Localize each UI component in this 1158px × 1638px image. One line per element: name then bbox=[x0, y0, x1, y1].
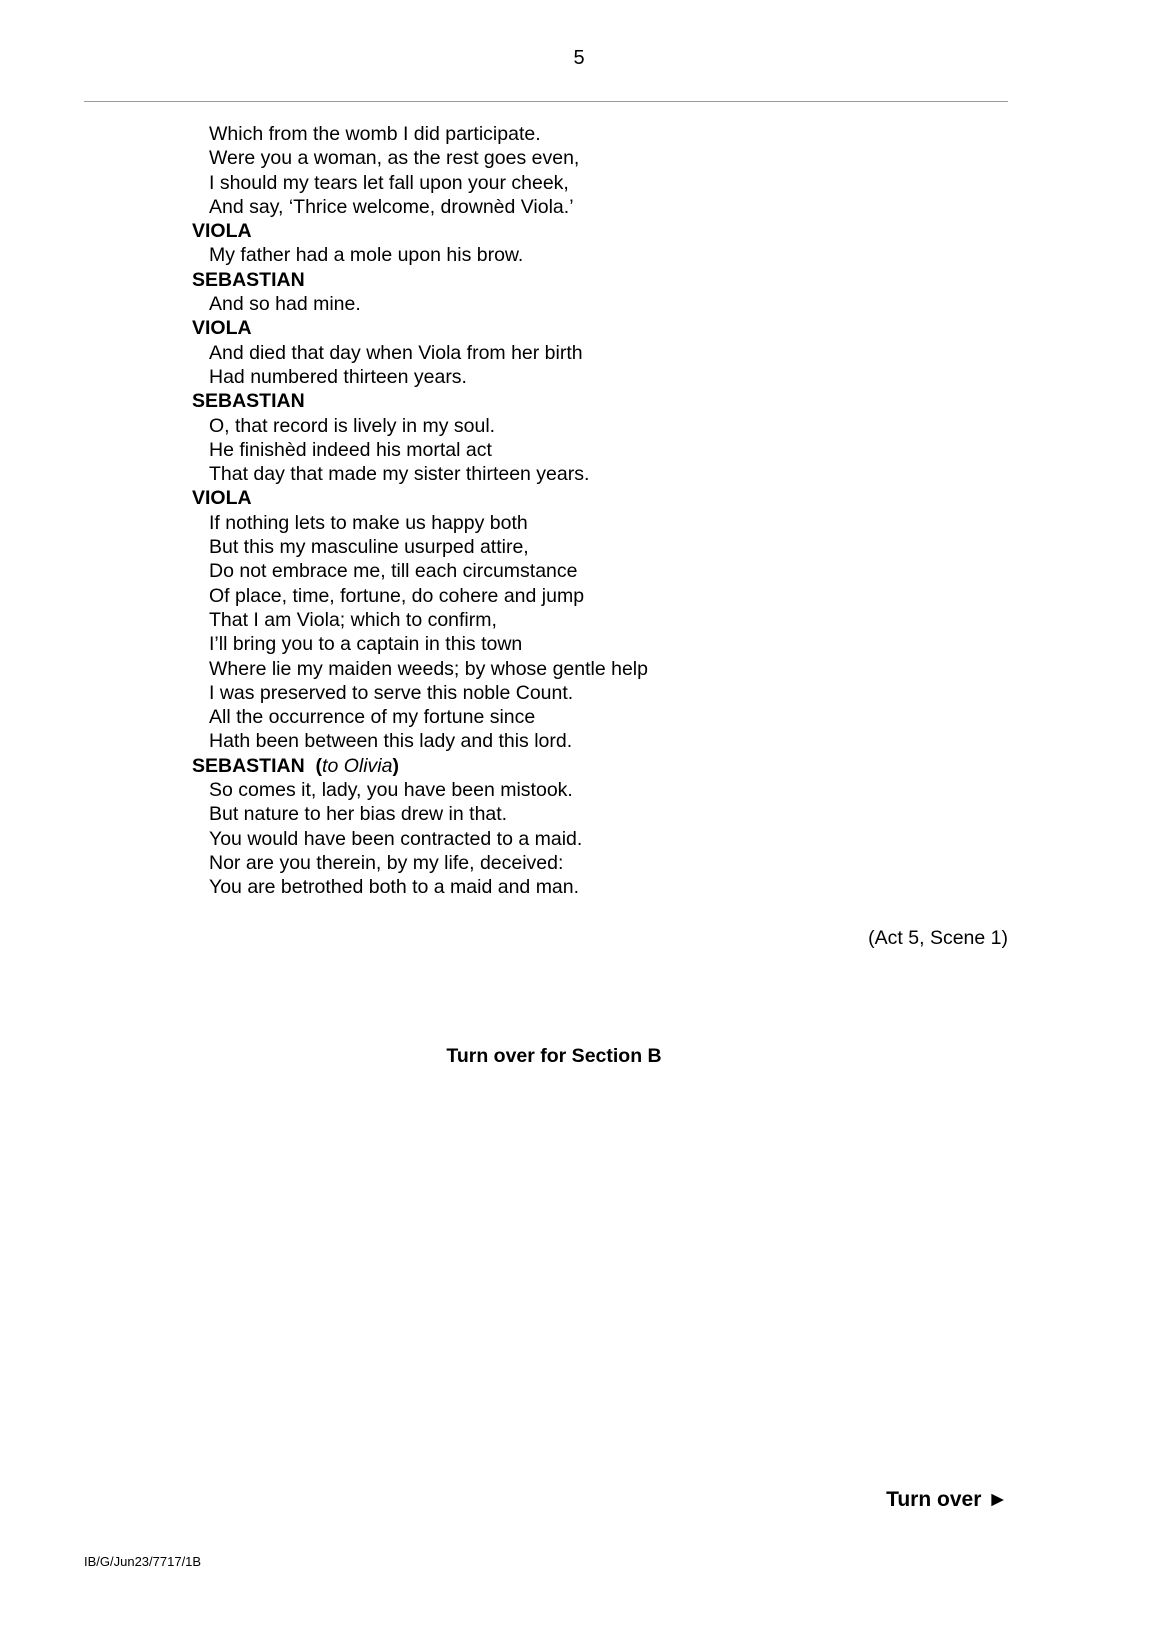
stage-direction-text: to Olivia bbox=[322, 754, 393, 777]
verse-line: My father had a mole upon his brow. bbox=[209, 244, 524, 267]
stage-direction: (to Olivia) bbox=[304, 754, 399, 777]
verse-line: You are betrothed both to a maid and man. bbox=[209, 876, 580, 899]
speech-block bbox=[84, 389, 1014, 486]
speech-block bbox=[84, 219, 1014, 268]
speaker-name: SEBASTIAN bbox=[192, 390, 305, 413]
verse-line: I was preserved to serve this noble Count. bbox=[209, 681, 574, 704]
speech-block bbox=[84, 122, 1014, 219]
verse-line: Of place, time, fortune, do cohere and jump bbox=[209, 584, 585, 607]
speech-block bbox=[84, 754, 1014, 900]
verse-line: I should my tears let fall upon your cheek, bbox=[209, 171, 569, 194]
verse-line: That I am Viola; which to confirm, bbox=[209, 608, 497, 631]
verse-line: And so had mine. bbox=[209, 293, 361, 316]
verse-line: But nature to her bias drew in that. bbox=[209, 803, 508, 826]
speech-block bbox=[84, 486, 1014, 753]
speech-block bbox=[84, 268, 1014, 317]
act-scene-reference: (Act 5, Scene 1) bbox=[868, 927, 1008, 949]
turn-over-for-section-b: Turn over for Section B bbox=[446, 1045, 662, 1067]
speech-block bbox=[84, 316, 1014, 389]
speaker-name: VIOLA bbox=[192, 317, 252, 340]
verse-line: Which from the womb I did participate. bbox=[209, 123, 541, 145]
verse-line: And died that day when Viola from her birth bbox=[209, 341, 583, 364]
speaker-name-with-stage-direction bbox=[192, 754, 1014, 778]
verse-line: All the occurrence of my fortune since bbox=[209, 706, 536, 729]
verse-line: Had numbered thirteen years. bbox=[209, 365, 467, 388]
verse-line: He finishèd indeed his mortal act bbox=[209, 438, 492, 461]
speaker-name: VIOLA bbox=[192, 220, 252, 243]
verse-line: Nor are you therein, by my life, deceived: bbox=[209, 851, 564, 874]
verse-line: That day that made my sister thirteen years. bbox=[209, 463, 590, 486]
footer-document-code: IB/G/Jun23/7717/1B bbox=[84, 1554, 202, 1569]
verse-line: But this my masculine usurped attire, bbox=[209, 536, 529, 559]
speaker-name: SEBASTIAN bbox=[192, 754, 305, 777]
turn-over-label: Turn over ► bbox=[886, 1488, 1008, 1511]
verse-line: And say, ‘Thrice welcome, drownèd Viola.’ bbox=[209, 195, 574, 218]
verse-line: O, that record is lively in my soul. bbox=[209, 414, 496, 437]
verse-line: Hath been between this lady and this lord. bbox=[209, 730, 573, 753]
speaker-name: VIOLA bbox=[192, 487, 252, 510]
verse-line: So comes it, lady, you have been mistook. bbox=[209, 779, 573, 802]
verse-line: If nothing lets to make us happy both bbox=[209, 511, 528, 534]
verse-line: Were you a woman, as the rest goes even, bbox=[209, 147, 580, 170]
speaker-name: SEBASTIAN bbox=[192, 268, 305, 291]
verse-line: You would have been contracted to a maid. bbox=[209, 827, 583, 850]
verse-line: I’ll bring you to a captain in this town bbox=[209, 633, 523, 656]
page-number: 5 bbox=[573, 47, 585, 69]
verse-line: Where lie my maiden weeds; by whose gentle help bbox=[209, 657, 648, 680]
verse-line: Do not embrace me, till each circumstance bbox=[209, 560, 578, 583]
header-divider bbox=[84, 101, 1008, 102]
play-extract bbox=[84, 122, 1014, 900]
